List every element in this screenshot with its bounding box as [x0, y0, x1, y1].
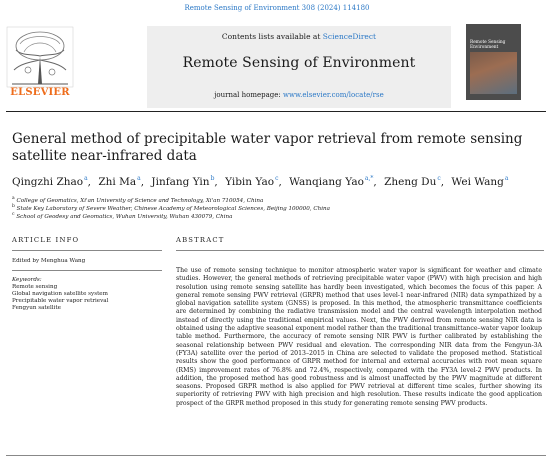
sciencedirect-link[interactable]: ScienceDirect: [322, 32, 377, 41]
affiliation: [12, 196, 263, 204]
affiliation-marker[interactable]: a,*: [364, 175, 374, 182]
author-name: Yibin Yao: [225, 175, 275, 188]
edited-by: Edited by Menghua Wang: [12, 258, 86, 264]
journal-homepage-link[interactable]: www.elsevier.com/locate/rse: [283, 91, 384, 99]
contents-prefix: Contents lists available at: [221, 32, 323, 41]
elsevier-tree-logo: [6, 26, 74, 112]
affiliation-marker[interactable]: a: [84, 175, 88, 182]
affiliation-marker[interactable]: c: [437, 175, 441, 182]
cover-image: [470, 52, 517, 94]
author[interactable]: Zheng Du$^c$,: [384, 175, 445, 188]
paper-title: General method of precipitable water vapor retrieval from remote sensing satellite near-infrared data: [12, 131, 523, 164]
author-name: Jinfang Yin: [151, 175, 210, 188]
affiliation: [12, 204, 330, 212]
journal-title: Remote Sensing of Environment: [182, 55, 416, 71]
journal-reference-link[interactable]: Remote Sensing of Environment 308 (2024) 114180: [184, 4, 370, 12]
elsevier-wordmark: ELSEVIER: [10, 87, 70, 98]
homepage-prefix: journal homepage:: [214, 91, 284, 99]
affiliation-label: c: [12, 212, 15, 217]
edited-by-divider: [12, 270, 162, 271]
affiliation-text: State Key Laboratory of Severe Weather, Chinese Academy of Meteorological Sciences, Beijing 100000, China: [16, 205, 330, 212]
author-name: Qingzhi Zhao: [12, 175, 84, 188]
author[interactable]: Jinfang Yin$^b$,: [151, 175, 218, 188]
header-divider: [6, 111, 546, 112]
author-name: Wanqiang Yao: [289, 175, 364, 188]
article-info-heading: ARTICLE INFO: [12, 236, 80, 244]
keyword-item: Remote sensing: [12, 284, 58, 290]
contents-availability: [147, 32, 451, 41]
article-info-divider: [12, 250, 162, 251]
affiliation-marker[interactable]: c: [275, 175, 279, 182]
author-name: Wei Wang: [451, 175, 504, 188]
keyword-item: Global navigation satellite system: [12, 291, 108, 297]
author-list: [12, 175, 552, 188]
author[interactable]: Wanqiang Yao$^{a,*}$,: [289, 175, 377, 188]
cover-title-line-1: Remote Sensing: [470, 40, 506, 45]
affiliation-marker[interactable]: a: [137, 175, 141, 182]
affiliation-text: School of Geodesy and Geomatics, Wuhan University, Wuhan 430079, China: [16, 213, 233, 220]
cover-title-line-2: Environment: [470, 45, 499, 50]
affiliation-label: a: [12, 196, 15, 201]
abstract-heading: ABSTRACT: [176, 236, 225, 244]
affiliation: [12, 212, 232, 220]
author-name: Zheng Du: [384, 175, 437, 188]
affiliation-text: College of Geomatics, Xi'an University of Science and Technology, Xi'an 710054, China: [16, 197, 264, 204]
elsevier-tree-icon: [6, 26, 74, 88]
affiliation-label: b: [12, 204, 15, 209]
affiliation-marker[interactable]: a: [504, 175, 509, 182]
affiliation-marker[interactable]: b: [210, 175, 215, 182]
footer-divider: [6, 455, 546, 456]
author[interactable]: Yibin Yao$^c$,: [225, 175, 282, 188]
keywords-label: Keywords:: [12, 277, 42, 283]
keyword-item: Fengyun satellite: [12, 305, 61, 311]
abstract-divider: [176, 250, 544, 251]
author-name: Zhi Ma: [98, 175, 137, 188]
cover-title: [470, 40, 518, 50]
author[interactable]: Zhi Ma$^a$,: [98, 175, 145, 188]
keyword-item: Precipitable water vapor retrieval: [12, 298, 109, 304]
author[interactable]: [451, 176, 508, 188]
abstract-text: The use of remote sensing technique to monitor atmospheric water vapor is significant for weather and climate studies. However, the general methods of retrieving precipitable water vapor (PWV) with high precision and high resolution using remote sensing satellite has hardly been investigated, which becomes the focus of this paper. A general remote sensing PWV retrieval (GRPR) method that uses level-1 near-infrared (NIR) data sympathized by a global navigation satellite system (GNSS) is proposed. In this method, the atmospheric transmittance coefficients are determined by combining the radiative transmission model and the central wavelength interpolation method instead of directly using the traditional empirical values. Next, the PWV derived from remote sensing NIR data is obtained using the adaptive seasonal exponent model rather than the traditional transmittance–water vapor lookup table method. Furthermore, the accuracy of remote sensing NIR PWV is further calibrated by establishing the seasonal relationship between PWV residual and elevation. The corresponding NIR data from the Fengyun-3A (FY3A) satellite over the period of 2013–2015 in China are selected to validate the proposed method. Statistical results show the good performance of GRPR method for internal and external accuracies with root mean square (RMS) improvement rates of 76.8% and 72.4%, respectively, compared with the FY3A level-2 PWV products. In addition, the proposed method has good robustness and is almost unaffected by the PWV magnitude at different seasons. Proposed GRPR method is also applied for PWV retrieval at different time scales, further showing its superiority of retrieving PWV with high precision and high resolution. These results indicate the good application prospect of the GRPR method proposed in this study for generating remote sensing PWV products.: [176, 267, 542, 407]
author[interactable]: Qingzhi Zhao$^a$,: [12, 175, 92, 188]
journal-homepage: [147, 91, 451, 99]
